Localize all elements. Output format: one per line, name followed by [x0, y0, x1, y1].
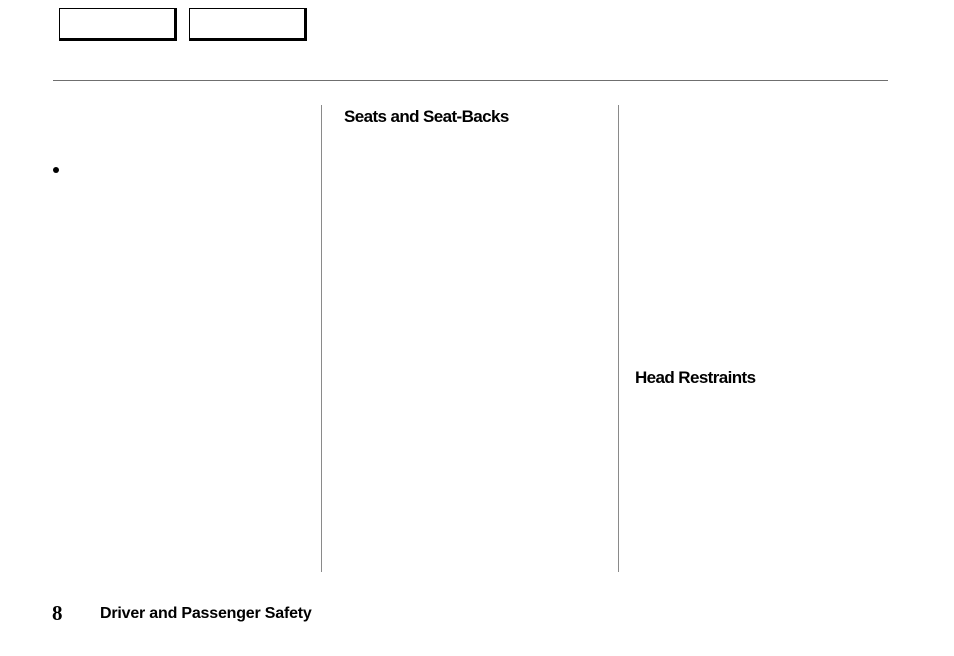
head-restraints-heading: Head Restraints — [635, 368, 756, 387]
nav-previous-button[interactable] — [59, 8, 177, 41]
footer-section-title: Driver and Passenger Safety — [100, 605, 312, 622]
bullet-icon — [53, 167, 59, 173]
nav-next-button[interactable] — [189, 8, 307, 41]
column-divider-left — [321, 105, 322, 572]
column-divider-right — [618, 105, 619, 572]
seats-heading: Seats and Seat-Backs — [344, 107, 509, 126]
page-number: 8 — [52, 601, 63, 625]
header-rule — [53, 80, 888, 81]
